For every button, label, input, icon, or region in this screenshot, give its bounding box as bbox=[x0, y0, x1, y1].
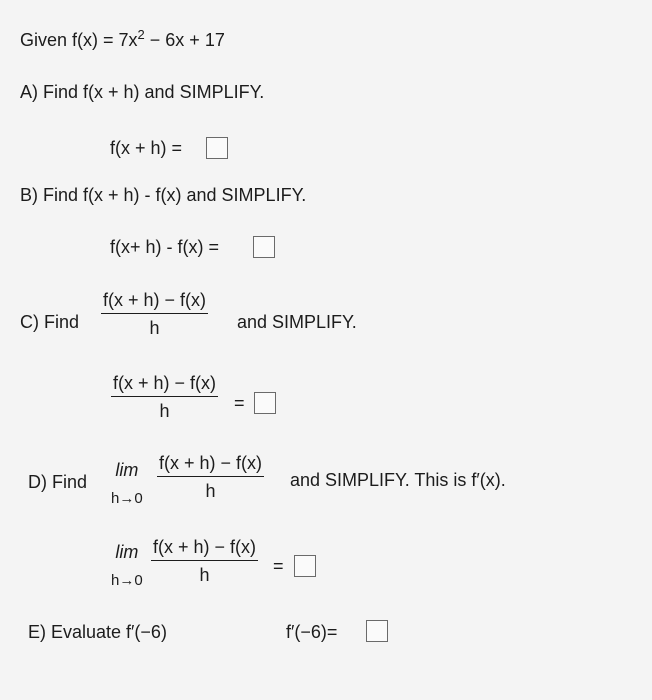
part-d-eq-fraction bbox=[151, 536, 258, 586]
part-a-prompt: A) Find f(x + h) and SIMPLIFY. bbox=[20, 82, 265, 102]
part-d-answer-box[interactable] bbox=[294, 555, 316, 577]
part-c-fraction bbox=[101, 289, 208, 339]
part-e-equation: f′(−6)= bbox=[286, 622, 338, 642]
part-c-denominator: h bbox=[149, 318, 160, 338]
part-e-prompt: E) Evaluate f′(−6) bbox=[28, 622, 167, 642]
part-c-prompt-lead: C) Find bbox=[20, 312, 80, 332]
part-b-answer-box[interactable] bbox=[253, 236, 275, 258]
part-d-denominator: h bbox=[205, 481, 216, 501]
part-a-answer-box[interactable] bbox=[206, 137, 228, 159]
part-c-eq-fraction bbox=[111, 372, 218, 422]
part-d-eq-lim-sub: h→0 bbox=[111, 572, 143, 589]
part-d-prompt-tail: and SIMPLIFY. This is f′(x). bbox=[290, 470, 506, 490]
part-d-eq-lim-word: lim bbox=[115, 542, 139, 562]
part-b-equation: f(x+ h) - f(x) = bbox=[110, 237, 220, 257]
part-b-prompt: B) Find f(x + h) - f(x) and SIMPLIFY. bbox=[20, 185, 307, 205]
part-d-prompt-lead: D) Find bbox=[28, 472, 88, 492]
part-d-equals: = bbox=[273, 556, 284, 576]
part-d-eq-limit bbox=[111, 541, 143, 592]
given-function bbox=[20, 29, 225, 51]
part-d-numerator: f(x + h) − f(x) bbox=[157, 452, 264, 477]
part-c-eq-numerator: f(x + h) − f(x) bbox=[111, 372, 218, 397]
part-d-eq-denominator: h bbox=[199, 565, 210, 585]
part-c-eq-denominator: h bbox=[159, 401, 170, 421]
given-suffix: − 6x + 17 bbox=[144, 30, 225, 50]
part-a-equation: f(x + h) = bbox=[110, 138, 183, 158]
part-d-limit bbox=[111, 459, 143, 510]
part-e-answer-box[interactable] bbox=[366, 620, 388, 642]
part-d-lim-sub: h→0 bbox=[111, 490, 143, 507]
part-c-prompt-tail: and SIMPLIFY. bbox=[237, 312, 357, 332]
given-prefix: Given f(x) = 7x bbox=[20, 30, 138, 50]
part-c-numerator: f(x + h) − f(x) bbox=[101, 289, 208, 314]
part-d-fraction bbox=[157, 452, 264, 502]
part-c-answer-box[interactable] bbox=[254, 392, 276, 414]
part-d-lim-word: lim bbox=[115, 460, 139, 480]
given-exponent: 2 bbox=[137, 27, 145, 42]
part-d-eq-numerator: f(x + h) − f(x) bbox=[151, 536, 258, 561]
part-c-equals: = bbox=[234, 393, 245, 413]
